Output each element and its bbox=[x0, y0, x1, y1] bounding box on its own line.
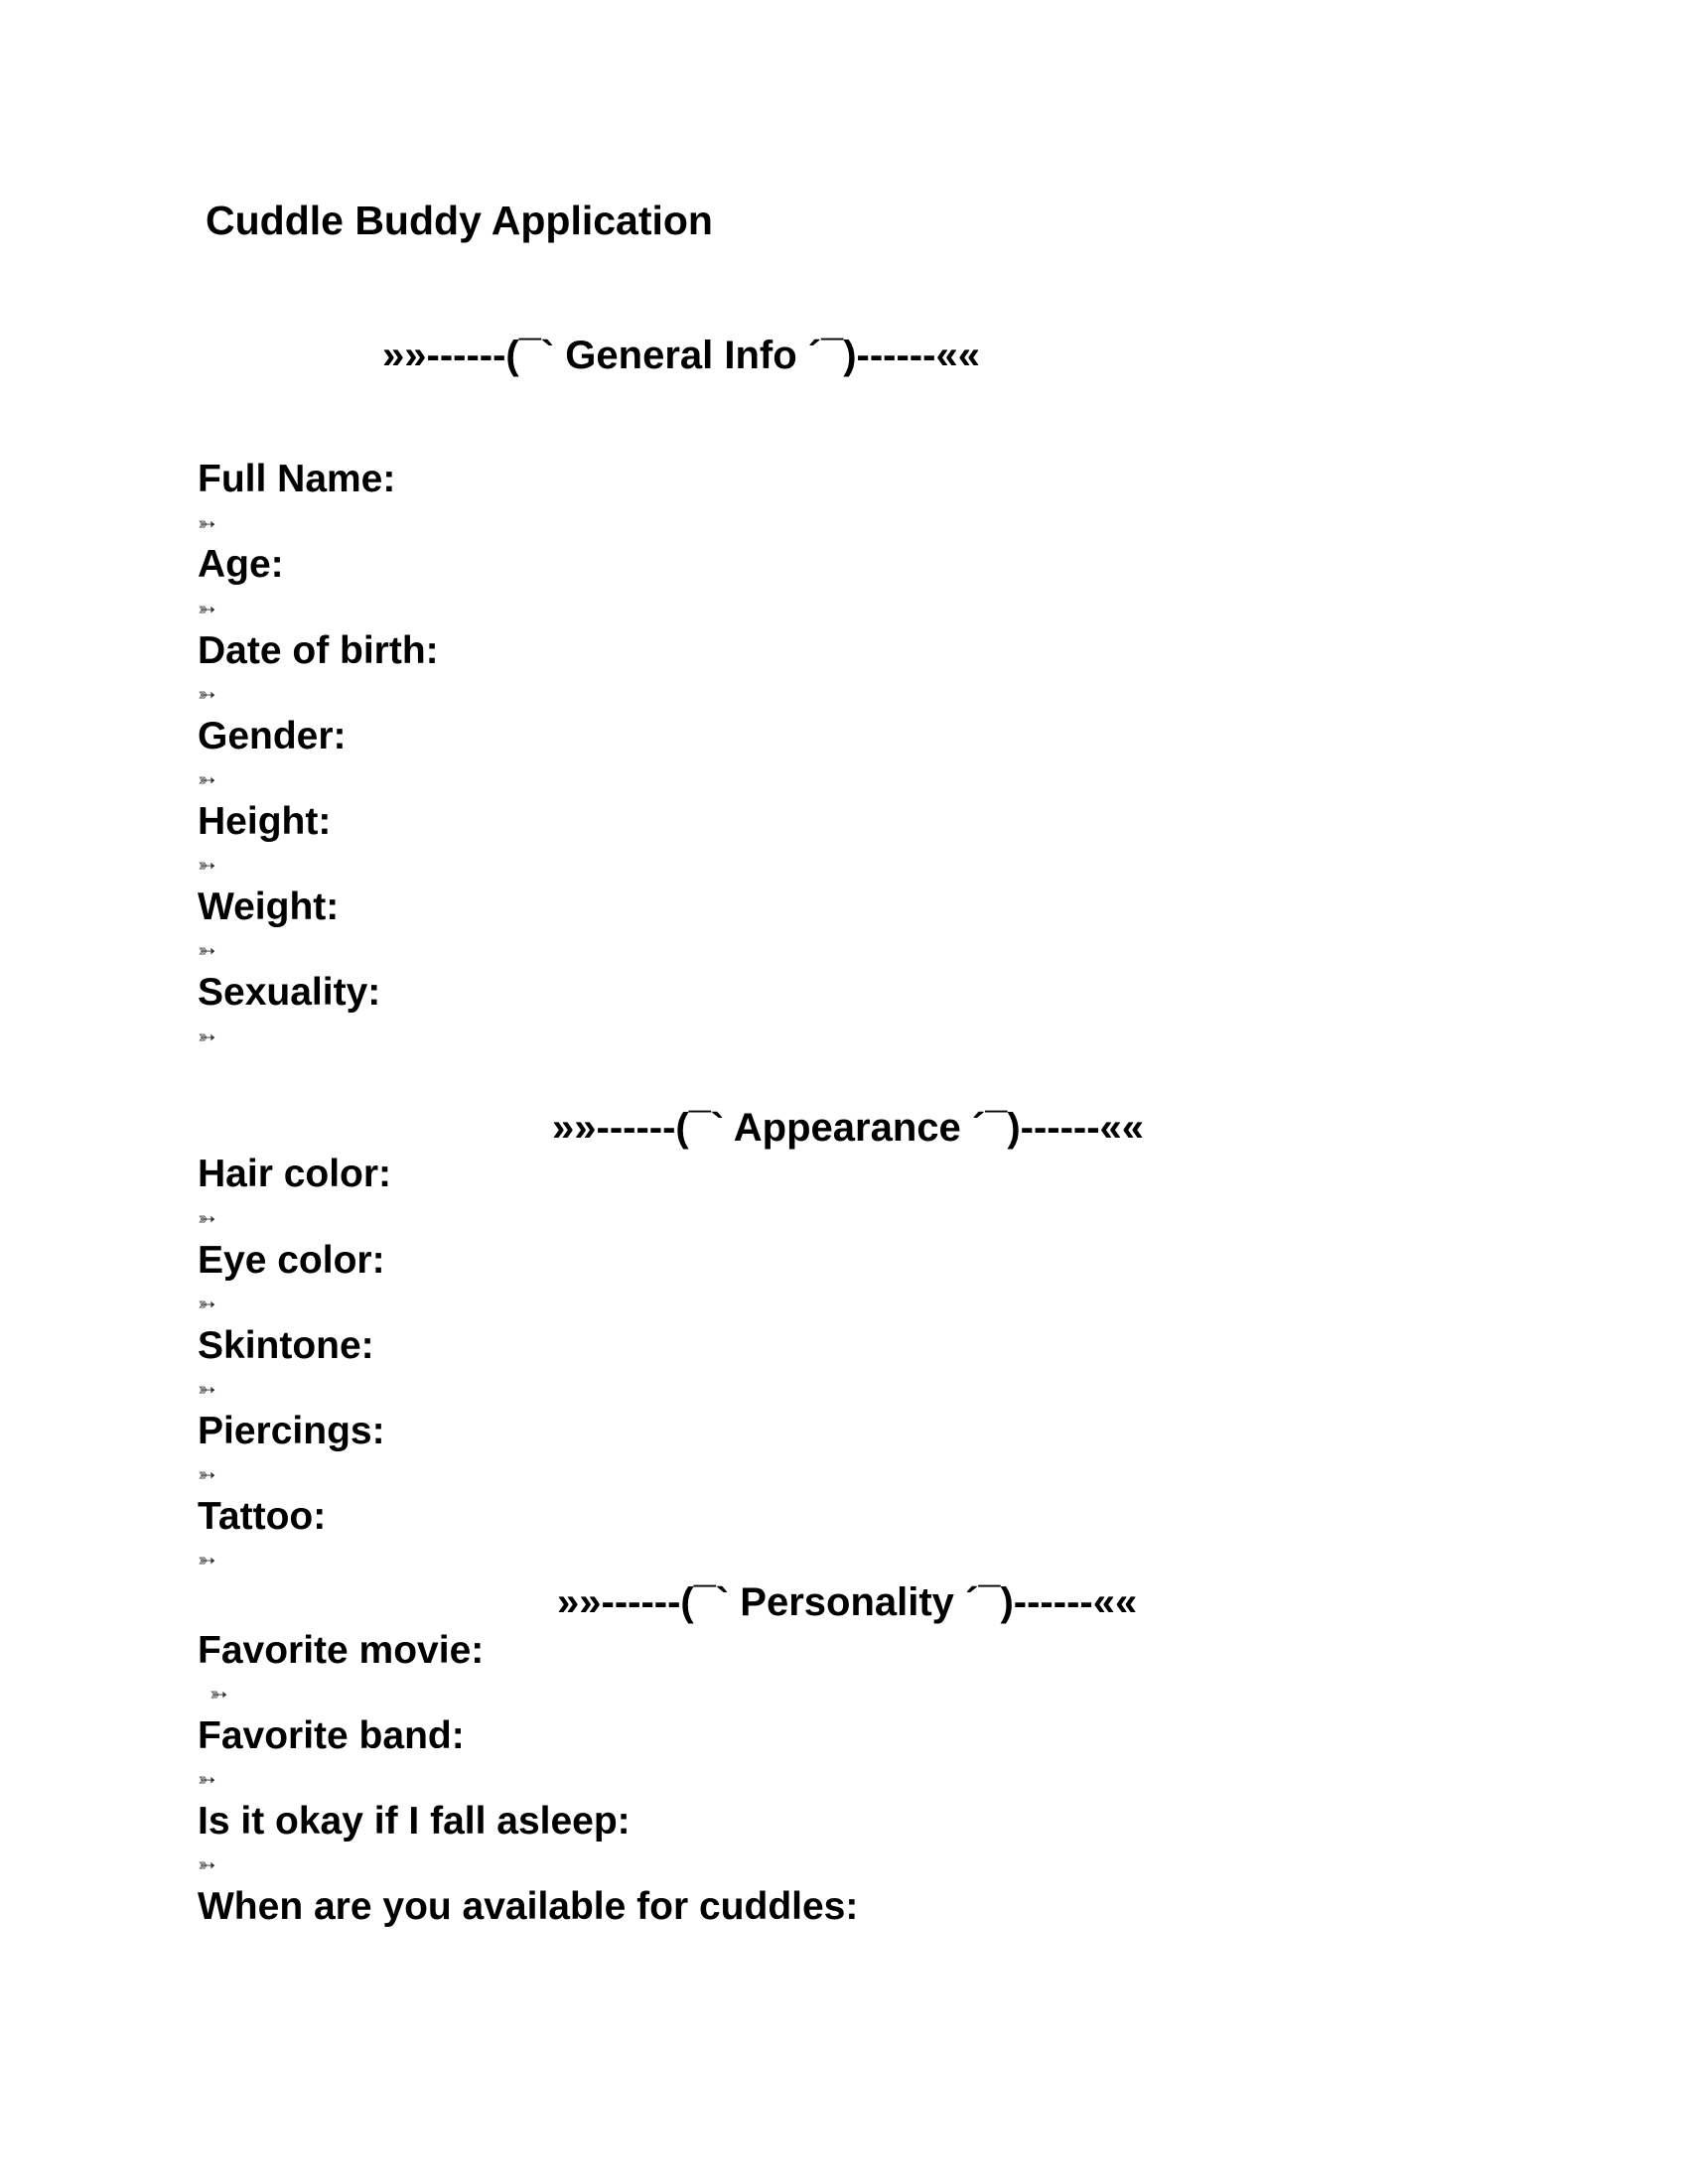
decor-left: »»------(¯` bbox=[552, 1106, 725, 1150]
field-label-piercings: Piercings: bbox=[198, 1410, 385, 1452]
arrow-icon: ➳ bbox=[198, 938, 216, 963]
section-header-general-info bbox=[382, 331, 980, 380]
arrow-icon: ➳ bbox=[198, 511, 216, 536]
section-title: Personality bbox=[740, 1580, 954, 1624]
field-label-weight: Weight: bbox=[198, 886, 340, 928]
field-label-favorite-band: Favorite band: bbox=[198, 1714, 465, 1757]
arrow-icon: ➳ bbox=[198, 1024, 216, 1049]
section-title: General Info bbox=[565, 334, 797, 377]
arrow-icon: ➳ bbox=[198, 1377, 216, 1402]
field-label-hair-color: Hair color: bbox=[198, 1153, 392, 1195]
field-label-tattoo: Tattoo: bbox=[198, 1495, 327, 1538]
field-label-favorite-movie: Favorite movie: bbox=[198, 1629, 485, 1672]
field-label-availability: When are you available for cuddles: bbox=[198, 1885, 859, 1928]
field-label-gender: Gender: bbox=[198, 715, 347, 757]
decor-left: »»------(¯` bbox=[557, 1580, 730, 1624]
field-label-eye-color: Eye color: bbox=[198, 1239, 385, 1282]
arrow-icon: ➳ bbox=[198, 682, 216, 707]
field-label-full-name: Full Name: bbox=[198, 458, 396, 500]
decor-right: ´¯)------«« bbox=[965, 1580, 1138, 1624]
field-label-date-of-birth: Date of birth: bbox=[198, 629, 439, 672]
arrow-icon: ➳ bbox=[198, 1852, 216, 1877]
arrow-icon: ➳ bbox=[198, 1462, 216, 1487]
arrow-icon: ➳ bbox=[198, 767, 216, 792]
arrow-icon: ➳ bbox=[198, 1767, 216, 1792]
section-header-personality bbox=[557, 1577, 1137, 1627]
field-label-fall-asleep: Is it okay if I fall asleep: bbox=[198, 1800, 631, 1843]
arrow-icon: ➳ bbox=[198, 597, 216, 621]
decor-left: »»------(¯` bbox=[382, 334, 555, 377]
arrow-icon: ➳ bbox=[198, 1292, 216, 1316]
section-title: Appearance bbox=[733, 1106, 961, 1150]
field-label-sexuality: Sexuality: bbox=[198, 971, 381, 1014]
decor-right: ´¯)------«« bbox=[971, 1106, 1145, 1150]
arrow-icon: ➳ bbox=[210, 1682, 228, 1706]
page-title: Cuddle Buddy Application bbox=[206, 198, 713, 243]
decor-right: ´¯)------«« bbox=[807, 334, 980, 377]
section-header-appearance bbox=[552, 1103, 1144, 1153]
arrow-icon: ➳ bbox=[198, 1206, 216, 1231]
arrow-icon: ➳ bbox=[198, 1548, 216, 1572]
field-label-skintone: Skintone: bbox=[198, 1324, 374, 1367]
arrow-icon: ➳ bbox=[198, 853, 216, 878]
field-label-age: Age: bbox=[198, 543, 284, 586]
field-label-height: Height: bbox=[198, 800, 332, 843]
